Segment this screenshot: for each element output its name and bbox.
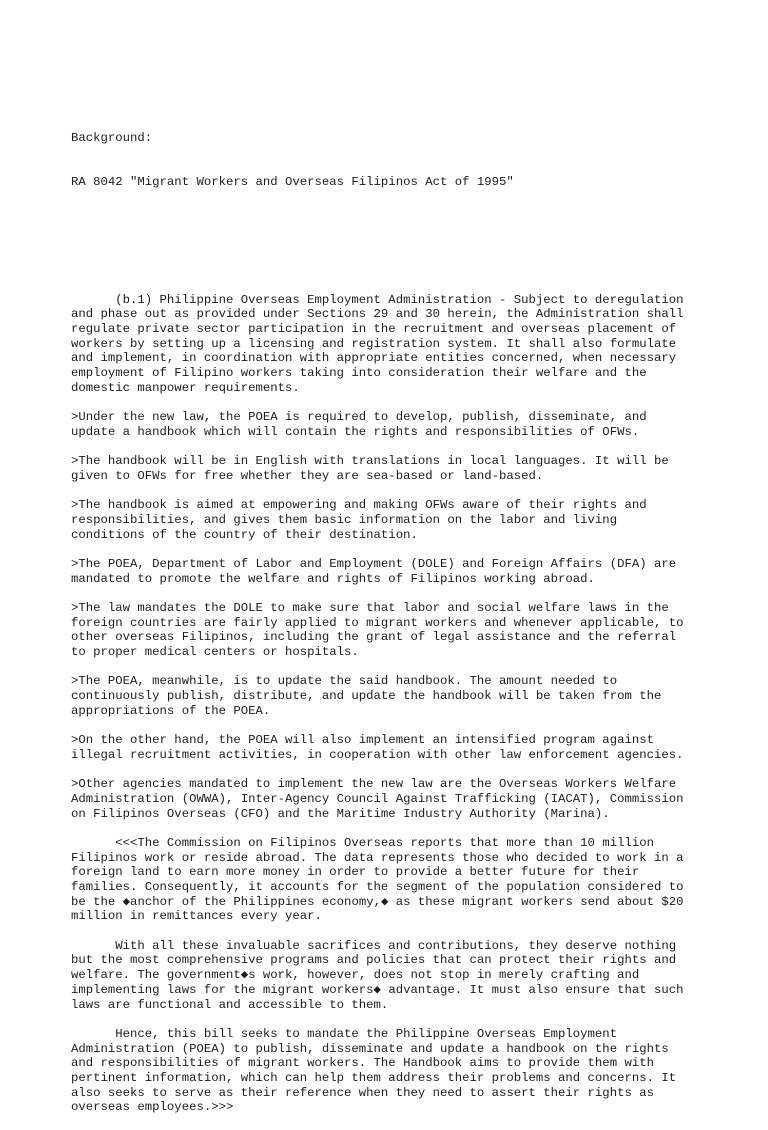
paragraph [71, 939, 711, 1012]
paragraph-line: and implement, in coordination with appropriate entities concerned, when necessary [71, 351, 677, 366]
paragraph-line: to proper medical centers or hospitals. [71, 645, 359, 659]
header-line-act-title: RA 8042 "Migrant Workers and Overseas Filipinos Act of 1995" [71, 174, 514, 189]
paragraph-gap [71, 395, 711, 410]
paragraph-line: million in remittances every year. [71, 909, 322, 924]
paragraph-line: With all these invaluable sacrifices and contributions, they deserve nothing [71, 938, 677, 953]
paragraph-line: and phase out as provided under Sections 29 and 30 herein, the Administration shall [71, 307, 684, 322]
paragraph-line: and responsibilities of migrant workers. The Handbook aims to provide them with [71, 1056, 654, 1071]
paragraph-line: Filipinos work or reside abroad. The data represents those who decided to work in a [71, 850, 684, 865]
paragraph-gap [71, 483, 711, 498]
paragraph-gap [71, 586, 711, 601]
paragraph [71, 1027, 711, 1115]
paragraph-line: >The POEA, Department of Labor and Employment (DOLE) and Foreign Affairs (DFA) are [71, 556, 677, 571]
paragraph [71, 733, 711, 762]
document-header [71, 101, 711, 219]
paragraph-line: given to OFWs for free whether they are sea-based or land-based. [71, 468, 544, 483]
paragraph-line: >The handbook will be in English with translations in local languages. It will be [71, 454, 669, 469]
paragraph-line: domestic manpower requirements. [71, 380, 300, 395]
paragraph [71, 454, 711, 483]
paragraph-line: implementing laws for the migrant workers◆ advantage. It must also ensure that such [71, 982, 684, 997]
paragraph-line: Administration (POEA) to publish, disseminate and update a handbook on the rights [71, 1041, 669, 1056]
paragraph-gap [71, 439, 711, 454]
paragraph-line: foreign countries are fairly applied to migrant workers and whenever applicable, to [71, 615, 684, 630]
paragraph [71, 674, 711, 718]
paragraph-line: laws are functional and accessible to them. [71, 997, 389, 1012]
paragraph-line: but the most comprehensive programs and policies that can protect their rights and [71, 953, 677, 968]
paragraph-line: >On the other hand, the POEA will also implement an intensified program against [71, 733, 654, 748]
paragraph-line: also seeks to serve as their reference when they need to assert their rights as [71, 1085, 654, 1100]
paragraph-line: families. Consequently, it accounts for the segment of the population considered to [71, 880, 684, 894]
paragraph-line: Hence, this bill seeks to mandate the Philippine Overseas Employment [71, 1026, 618, 1041]
paragraph [71, 601, 711, 660]
paragraph-line: be the ◆anchor of the Philippines economy,◆ as these migrant workers send about $20 [71, 894, 684, 909]
paragraph-line: >Other agencies mandated to implement the new law are the Overseas Workers Welfare [71, 777, 677, 792]
paragraph-gap [71, 821, 711, 836]
paragraph-line: pertinent information, which can help them address their problems and concerns. It [71, 1070, 677, 1085]
paragraph-line: workers by setting up a licensing and registration system. It shall also formulate [71, 336, 677, 351]
paragraph-line: Administration (OWWA), Inter-Agency Council Against Trafficking (IACAT), Commission [71, 791, 684, 806]
paragraph-line: foreign land to earn more money in order to provide a better future for their [71, 865, 640, 880]
paragraph-line: responsibilities, and gives them basic information on the labor and living [71, 512, 618, 527]
document-body [71, 293, 711, 1116]
paragraph [71, 836, 711, 924]
header-line-background: Background: [71, 130, 153, 145]
paragraph-line: (b.1) Philippine Overseas Employment Administration - Subject to deregulation [71, 292, 684, 307]
paragraph-gap [71, 763, 711, 778]
paragraph-line: welfare. The government◆s work, however, does not stop in merely crafting and [71, 968, 640, 983]
paragraph [71, 777, 711, 821]
paragraph-line: update a handbook which will contain the rights and responsibilities of OFWs. [71, 424, 640, 439]
paragraph [71, 557, 711, 586]
paragraph [71, 498, 711, 542]
paragraph-line: continuously publish, distribute, and update the handbook will be taken from the [71, 689, 662, 704]
paragraph-line: >The law mandates the DOLE to make sure that labor and social welfare laws in the [71, 600, 669, 615]
paragraph-line: >Under the new law, the POEA is required to develop, publish, disseminate, and [71, 410, 647, 424]
paragraph-line: mandated to promote the welfare and rights of Filipinos working abroad. [71, 571, 595, 586]
paragraph-gap [71, 718, 711, 733]
paragraph-gap [71, 924, 711, 939]
paragraph-gap [71, 1012, 711, 1027]
document-page [71, 72, 711, 1130]
paragraph-line: overseas employees.>>> [71, 1100, 234, 1115]
paragraph-gap [71, 542, 711, 557]
paragraph-gap [71, 660, 711, 675]
paragraph [71, 410, 711, 439]
paragraph-line: appropriations of the POEA. [71, 703, 271, 718]
paragraph-line: employment of Filipino workers taking into consideration their welfare and the [71, 365, 647, 380]
paragraph-line: other overseas Filipinos, including the grant of legal assistance and the referral [71, 630, 677, 645]
paragraph-line: conditions of the country of their destination. [71, 527, 418, 542]
paragraph-line: illegal recruitment activities, in cooperation with other law enforcement agencies. [71, 747, 684, 762]
paragraph-line: >The handbook is aimed at empowering and making OFWs aware of their rights and [71, 498, 647, 513]
paragraph-line: <<<The Commission on Filipinos Overseas reports that more than 10 million [71, 835, 654, 850]
paragraph-line: on Filipinos Overseas (CFO) and the Maritime Industry Authority (Marina). [71, 806, 610, 821]
paragraph-line: >The POEA, meanwhile, is to update the said handbook. The amount needed to [71, 674, 618, 689]
paragraph-line: regulate private sector participation in the recruitment and overseas placement of [71, 321, 677, 336]
paragraph [71, 293, 711, 396]
paragraph-gap [71, 248, 711, 263]
